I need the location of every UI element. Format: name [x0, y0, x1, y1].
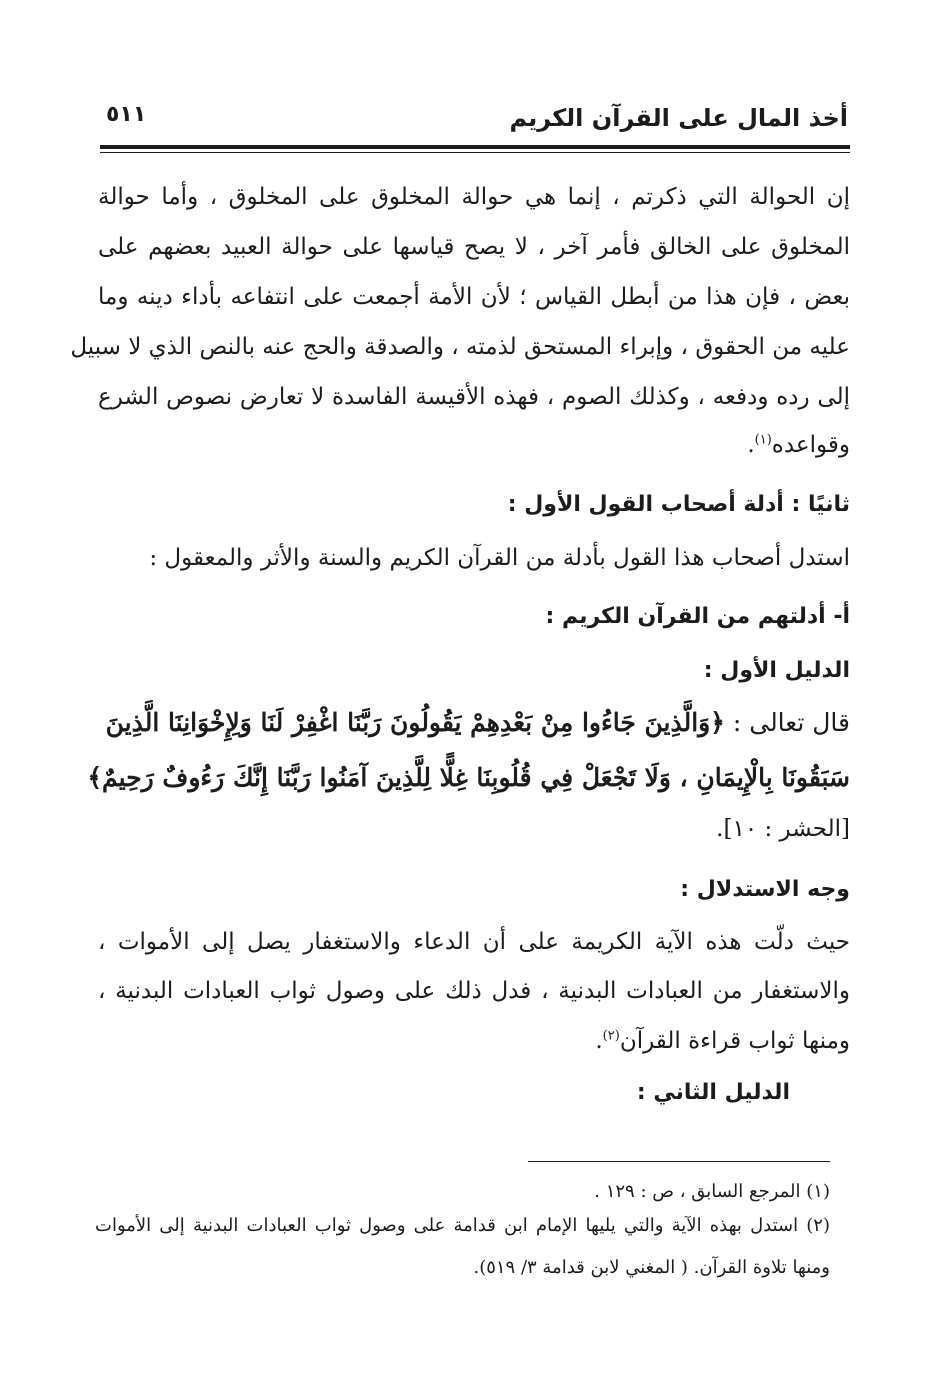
header-rule-thick [100, 145, 850, 149]
paragraph-line [595, 1026, 850, 1056]
quran-verse: ﴿وَالَّذِينَ جَاءُوا مِنْ بَعْدِهِمْ يَقُولُونَ رَبَّنَا اغْفِرْ لَنَا وَلِإِخْوَانِنَا الَّذِينَ [105, 708, 725, 737]
evidence-heading: الدليل الثاني : [636, 1080, 790, 1105]
page-number: ٥١١ [106, 102, 147, 127]
paragraph-line: إلى رده ودفعه ، وكذلك الصوم ، فهذه الأقيسة الفاسدة لا تعارض نصوص الشرع [98, 384, 850, 410]
paragraph-line: إن الحوالة التي ذكرتم ، إنما هي حوالة المخلوق على المخلوق ، وأما حوالة [98, 184, 850, 210]
paragraph-period: . [595, 1028, 603, 1054]
running-header [100, 92, 850, 140]
paragraph-line: حيث دلّت هذه الآية الكريمة على أن الدعاء والاستغفار يصل إلى الأموات ، [98, 929, 850, 955]
footnote-ref[interactable]: (٢) [602, 1028, 620, 1044]
paragraph-line: المخلوق على الخالق فأمر آخر ، لا يصح قياسها على حوالة العبيد بعضهم على [98, 234, 850, 260]
section-heading: وجه الاستدلال : [680, 877, 850, 902]
evidence-heading: الدليل الأول : [703, 658, 850, 683]
paragraph-period: . [747, 432, 755, 458]
paragraph-line: والاستغفار من العبادات البدنية ، فدل ذلك على وصول ثواب العبادات البدنية ، [98, 978, 850, 1004]
verse-reference: [الحشر : ١٠]. [716, 816, 850, 842]
paragraph-text: ومنها ثواب قراءة القرآن [619, 1028, 850, 1054]
paragraph-line: بعض ، فإن هذا من أبطل القياس ؛ لأن الأمة أجمعت على انتفاعه بأداء دينه وما [98, 284, 850, 310]
section-heading: ثانيًا : أدلة أصحاب القول الأول : [507, 492, 850, 517]
verse-line [87, 763, 850, 793]
footnote-ref[interactable]: (١) [754, 432, 772, 448]
footnote: (٢) استدل بهذه الآية والتي يليها الإمام ابن قدامة على وصول ثواب العبادات البدنية إلى الأموات [95, 1215, 830, 1236]
verse-line [106, 708, 850, 738]
paragraph-line [747, 430, 850, 460]
book-title: أخذ المال على القرآن الكريم [509, 104, 848, 132]
paragraph-line: عليه من الحقوق ، وإبراء المستحق لذمته ، والصدقة والحج عنه بالنص الذي لا سبيل [70, 334, 850, 360]
footnote: (١) المرجع السابق ، ص : ١٢٩ . [594, 1181, 830, 1202]
paragraph-text: وقواعده [771, 432, 850, 458]
header-rule-thin [100, 152, 850, 153]
verse-intro: قال تعالى : [732, 708, 850, 737]
footnote: ومنها تلاوة القرآن. ( المغني لابن قدامة ٣/ ٥١٩). [473, 1257, 830, 1278]
subsection-heading: أ- أدلتهم من القرآن الكريم : [545, 604, 850, 629]
paragraph-line: استدل أصحاب هذا القول بأدلة من القرآن الكريم والسنة والأثر والمعقول : [149, 545, 850, 571]
quran-verse: سَبَقُونَا بِالْإِيمَانِ ، وَلَا تَجْعَلْ فِي قُلُوبِنَا غِلًّا لِلَّذِينَ آمَنُوا رَبَّنَا إِنَّكَ رَءُوفٌ رَحِيمٌ﴾ [87, 763, 850, 792]
footnote-separator [528, 1161, 830, 1162]
